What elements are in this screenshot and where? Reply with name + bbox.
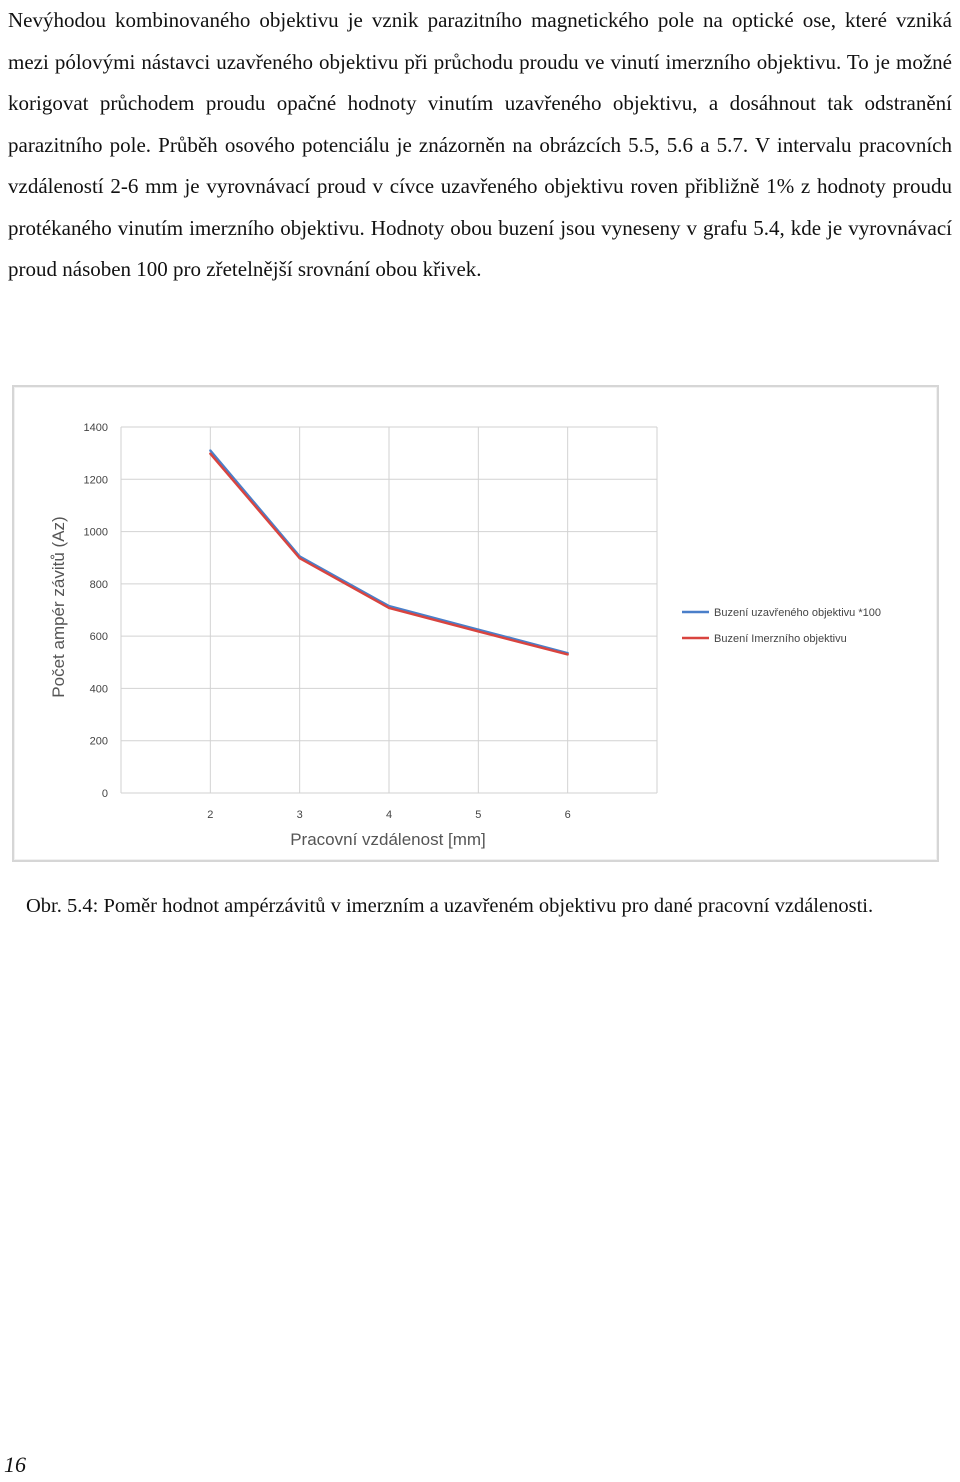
y-tick-label: 0: [101, 788, 108, 800]
y-tick-label: 1000: [83, 526, 108, 539]
y-tick-labels: [84, 422, 108, 800]
figure-caption: Obr. 5.4: Poměr hodnot ampérzávitů v imerzním a uzavřeném objektivu pro dané pracovní vzdálenosti.: [26, 895, 874, 917]
data-point: [298, 557, 300, 559]
data-point: [566, 653, 568, 655]
line-chart: [14, 387, 941, 864]
y-tick-label: 600: [89, 631, 108, 644]
y-axis-title: Počet ampér závitů (Az): [49, 516, 68, 698]
y-tick-label: 1400: [83, 422, 108, 434]
x-tick-labels: [207, 809, 570, 821]
x-tick-label: 6: [564, 809, 571, 821]
y-tick-label: 200: [89, 735, 108, 748]
body-paragraph: Nevýhodou kombinovaného objektivu je vznik parazitního magnetického pole na optické ose, které vzniká mezi pólovými nástavci uzavřeného objektivu při průchodu proudu ve vinutí imerzního objektivu. To je možné korigovat průchodem proudu opačné hodnoty vinutím uzavřeného objektivu, a dosáhnout tak odstranění parazitního pole. Průběh osového potenciálu je znázorněn na obrázcích 5.5, 5.6 a 5.7. V intervalu pracovních vzdáleností 2-6 mm je vyrovnávací proud v cívce uzavřeného objektivu roven přibližně 1% z hodnoty proudu protékaného vinutím imerzního objektivu. Hodnoty obou buzení jsou vyneseny v grafu 5.4, kde je vyrovnávací proud násoben 100 pro zřetelnější srovnání obou křivek.: [8, 8, 952, 281]
y-tick-label: 400: [89, 683, 108, 696]
data-point: [388, 607, 390, 609]
x-tick-label: 5: [475, 809, 482, 821]
chart-grid: [121, 427, 657, 793]
x-tick-label: 2: [207, 809, 214, 821]
figure-frame: [12, 385, 939, 862]
page-number: 16: [4, 1452, 26, 1477]
data-point: [477, 630, 479, 632]
x-tick-label: 4: [385, 809, 393, 821]
x-tick-label: 3: [296, 809, 303, 821]
legend-label: Buzení Imerzního objektivu: [714, 633, 847, 645]
data-point: [209, 452, 211, 454]
y-tick-label: 1200: [83, 474, 108, 487]
legend-label: Buzení uzavřeného objektivu *100: [714, 607, 881, 619]
x-axis-title: Pracovní vzdálenost [mm]: [290, 830, 486, 849]
y-tick-label: 800: [89, 578, 108, 591]
data-point: [209, 449, 211, 451]
chart-legend: [682, 607, 881, 645]
